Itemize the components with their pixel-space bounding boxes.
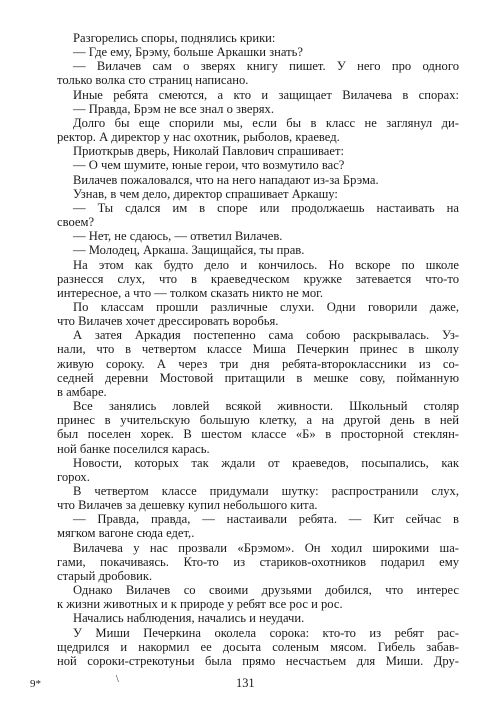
text-line: своем?: [57, 215, 95, 230]
text-line: Начались наблюдения, начались и неудачи.: [73, 611, 305, 626]
text-line: Узнав, в чем дело, директор спрашивает Аркашу:: [73, 186, 338, 201]
text-line: А затея Аркадия постепенно сама собою раскрывалась. Уз-: [73, 328, 459, 343]
text-line: живую сороку. А через три дня ребята-второклассники из со-: [57, 356, 459, 371]
text-line: Новости, которых так ждали от краеведов, посыпались, как: [73, 455, 459, 470]
text-line: На этом как будто дело и кончилось. Но вскоре по школе: [73, 257, 459, 272]
text-line: седней деревни Мостовой притащили в мешке сову, пойманную: [57, 370, 459, 385]
text-line: Долго бы еще спорили мы, если бы в класс не заглянул ди-: [73, 115, 459, 130]
text-line: — Нет, не сдаюсь, — ответил Вилачев.: [73, 229, 283, 244]
text-line: что Вилачев хочет дрессировать воробья.: [57, 314, 279, 329]
text-line: ректор. А директор у нас охотник, рыболов, краевед.: [57, 130, 340, 145]
text-line: гами, покачиваясь. Кто-то из стариков-охотников подарил ему: [57, 554, 459, 569]
text-line: Все занялись ловлей всякой живности. Школьный столяр: [73, 399, 459, 414]
page-number: 131: [236, 676, 255, 690]
text-line: Вилачев пожаловался, что на него нападают из-за Брэма.: [73, 172, 379, 187]
text-line: По классам прошли различные слухи. Одни говорили даже,: [73, 299, 459, 314]
text-line: Вилачева у нас прозвали «Брэмом». Он ходил широкими ша-: [73, 540, 459, 555]
text-line: что Вилачев за дешевку купил небольшого кита.: [57, 498, 318, 513]
text-line: — Правда, правда, — настаивали ребята. — Кит сейчас в: [73, 512, 459, 527]
text-line: У Миши Печеркина околела сорока: кто-то из ребят рас-: [73, 625, 459, 640]
text-line: горох.: [57, 469, 90, 484]
text-line: щедрился и накормил ее досыта соленым мясом. Гибель забав-: [57, 639, 459, 654]
text-line: В четвертом классе придумали шутку: распространили слух,: [73, 484, 459, 498]
body-text: [57, 31, 459, 668]
text-line: интересное, а что — толком сказать никто не мог.: [57, 285, 324, 300]
text-line: разнесся слух, что в краеведческом кружке затевается что-то: [57, 271, 459, 286]
page-footer: [0, 676, 499, 694]
text-line: ной сороки-стрекотуньи была прямо несчастьем для Миши. Дру-: [57, 653, 459, 668]
text-line: к жизни животных и к природе у ребят все рос и рос.: [57, 597, 343, 612]
text-line: — Ты сдался им в споре или продолжаешь настаивать на: [73, 200, 459, 215]
text-line: Приоткрыв дверь, Николай Павлович спрашивает:: [73, 144, 344, 159]
text-line: Однако Вилачев со своими друзьями добился, что интерес: [73, 583, 459, 598]
text-line: нали, что в четвертом классе Миша Печеркин принес в школу: [57, 342, 459, 357]
text-line: был поселен хорек. В шестом классе «Б» в просторной стеклян-: [57, 427, 459, 442]
text-line: — Правда, Брэм не все знал о зверях.: [73, 101, 275, 116]
text-line: Иные ребята смеются, а кто и защищает Вилачева в спорах:: [73, 87, 459, 102]
stray-mark: \: [116, 674, 119, 685]
text-line: старый дробовик.: [57, 568, 153, 583]
text-line: только волка сто страниц написано.: [57, 73, 249, 88]
printer-signature-mark: 9*: [30, 678, 41, 690]
text-line: в амбаре.: [57, 384, 107, 399]
text-line: — О чем шумите, юные герои, что возмутило вас?: [73, 158, 345, 173]
text-line: — Молодец, Аркаша. Защищайся, ты прав.: [73, 243, 305, 258]
text-line: — Где ему, Брэму, больше Аркашки знать?: [73, 45, 303, 60]
text-line: принес в учительскую большую клетку, а на другой день в ней: [57, 413, 459, 428]
text-line: мягком вагоне сюда едет,.: [57, 526, 195, 541]
text-line: Разгорелись споры, поднялись крики:: [73, 31, 276, 45]
text-line: — Вилачев сам о зверях книгу пишет. У него про одного: [73, 59, 459, 74]
text-line: ной банке поселился карась.: [57, 441, 210, 456]
